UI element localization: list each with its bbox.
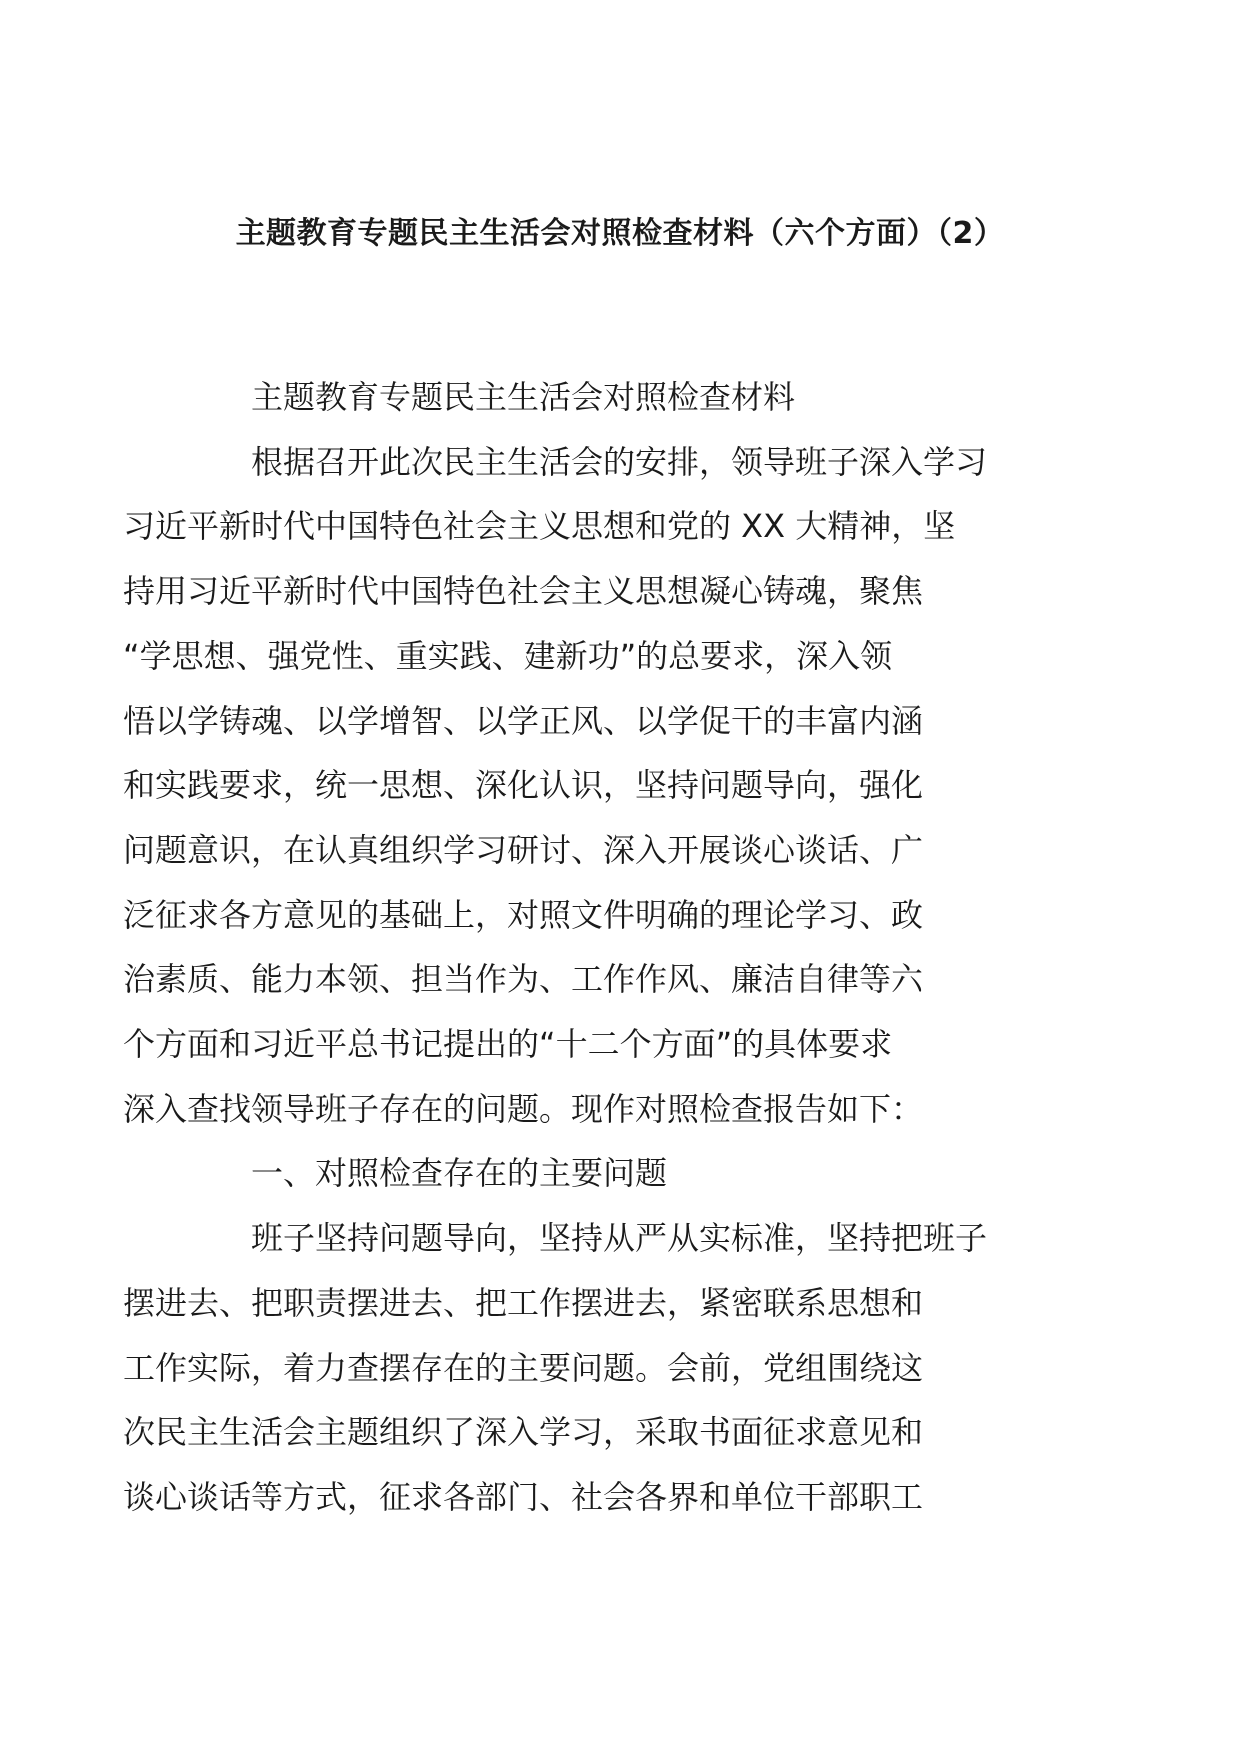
section-heading (187, 1141, 1057, 1206)
paragraph-line: 根据召开此次民主生活会的安排，领导班子深入学习 (251, 442, 988, 481)
document-title: 主题教育专题民主生活会对照检查材料（六个方面）（2） (235, 216, 1005, 251)
paragraph-line: 和实践要求，统一思想、深化认识，坚持问题导向，强化 (123, 766, 924, 805)
paragraph-line: 习近平新时代中国特色社会主义思想和党的 XX 大精神，坚 (123, 507, 956, 546)
section-heading-text: 一、对照检查存在的主要问题 (251, 1154, 668, 1193)
paragraph-line: 悟以学铸魂、以学增智、以学正风、以学促干的丰富内涵 (123, 701, 924, 740)
paragraph-line: 治素质、能力本领、担当作为、工作作风、廉洁自律等六 (123, 960, 924, 999)
paragraph-line: 班子坚持问题导向，坚持从严从实标准，坚持把班子 (251, 1219, 988, 1258)
paragraph-line: 持用习近平新时代中国特色社会主义思想凝心铸魂，聚焦 (123, 572, 924, 611)
paragraph-line: 个方面和习近平总书记提出的“十二个方面”的具体要求 (123, 1025, 893, 1064)
paragraph-intro (123, 430, 1057, 1142)
document-body (123, 365, 1057, 1530)
document-subtitle (187, 365, 1057, 430)
paragraph-line: “学思想、强党性、重实践、建新功”的总要求，深入领 (123, 636, 893, 675)
paragraph-line: 次民主生活会主题组织了深入学习，采取书面征求意见和 (123, 1413, 924, 1452)
paragraph-line: 深入查找领导班子存在的问题。现作对照检查报告如下： (123, 1089, 924, 1128)
paragraph-line: 谈心谈话等方式，征求各部门、社会各界和单位干部职工 (123, 1477, 924, 1516)
paragraph-line: 泛征求各方意见的基础上，对照文件明确的理论学习、政 (123, 895, 924, 934)
paragraph-line: 摆进去、把职责摆进去、把工作摆进去，紧密联系思想和 (123, 1283, 924, 1322)
paragraph-line: 工作实际，着力查摆存在的主要问题。会前，党组围绕这 (123, 1348, 924, 1387)
subtitle-line: 主题教育专题民主生活会对照检查材料 (251, 378, 796, 416)
paragraph-line: 问题意识，在认真组织学习研讨、深入开展谈心谈话、广 (123, 830, 924, 869)
paragraph-section-1 (123, 1206, 1057, 1530)
